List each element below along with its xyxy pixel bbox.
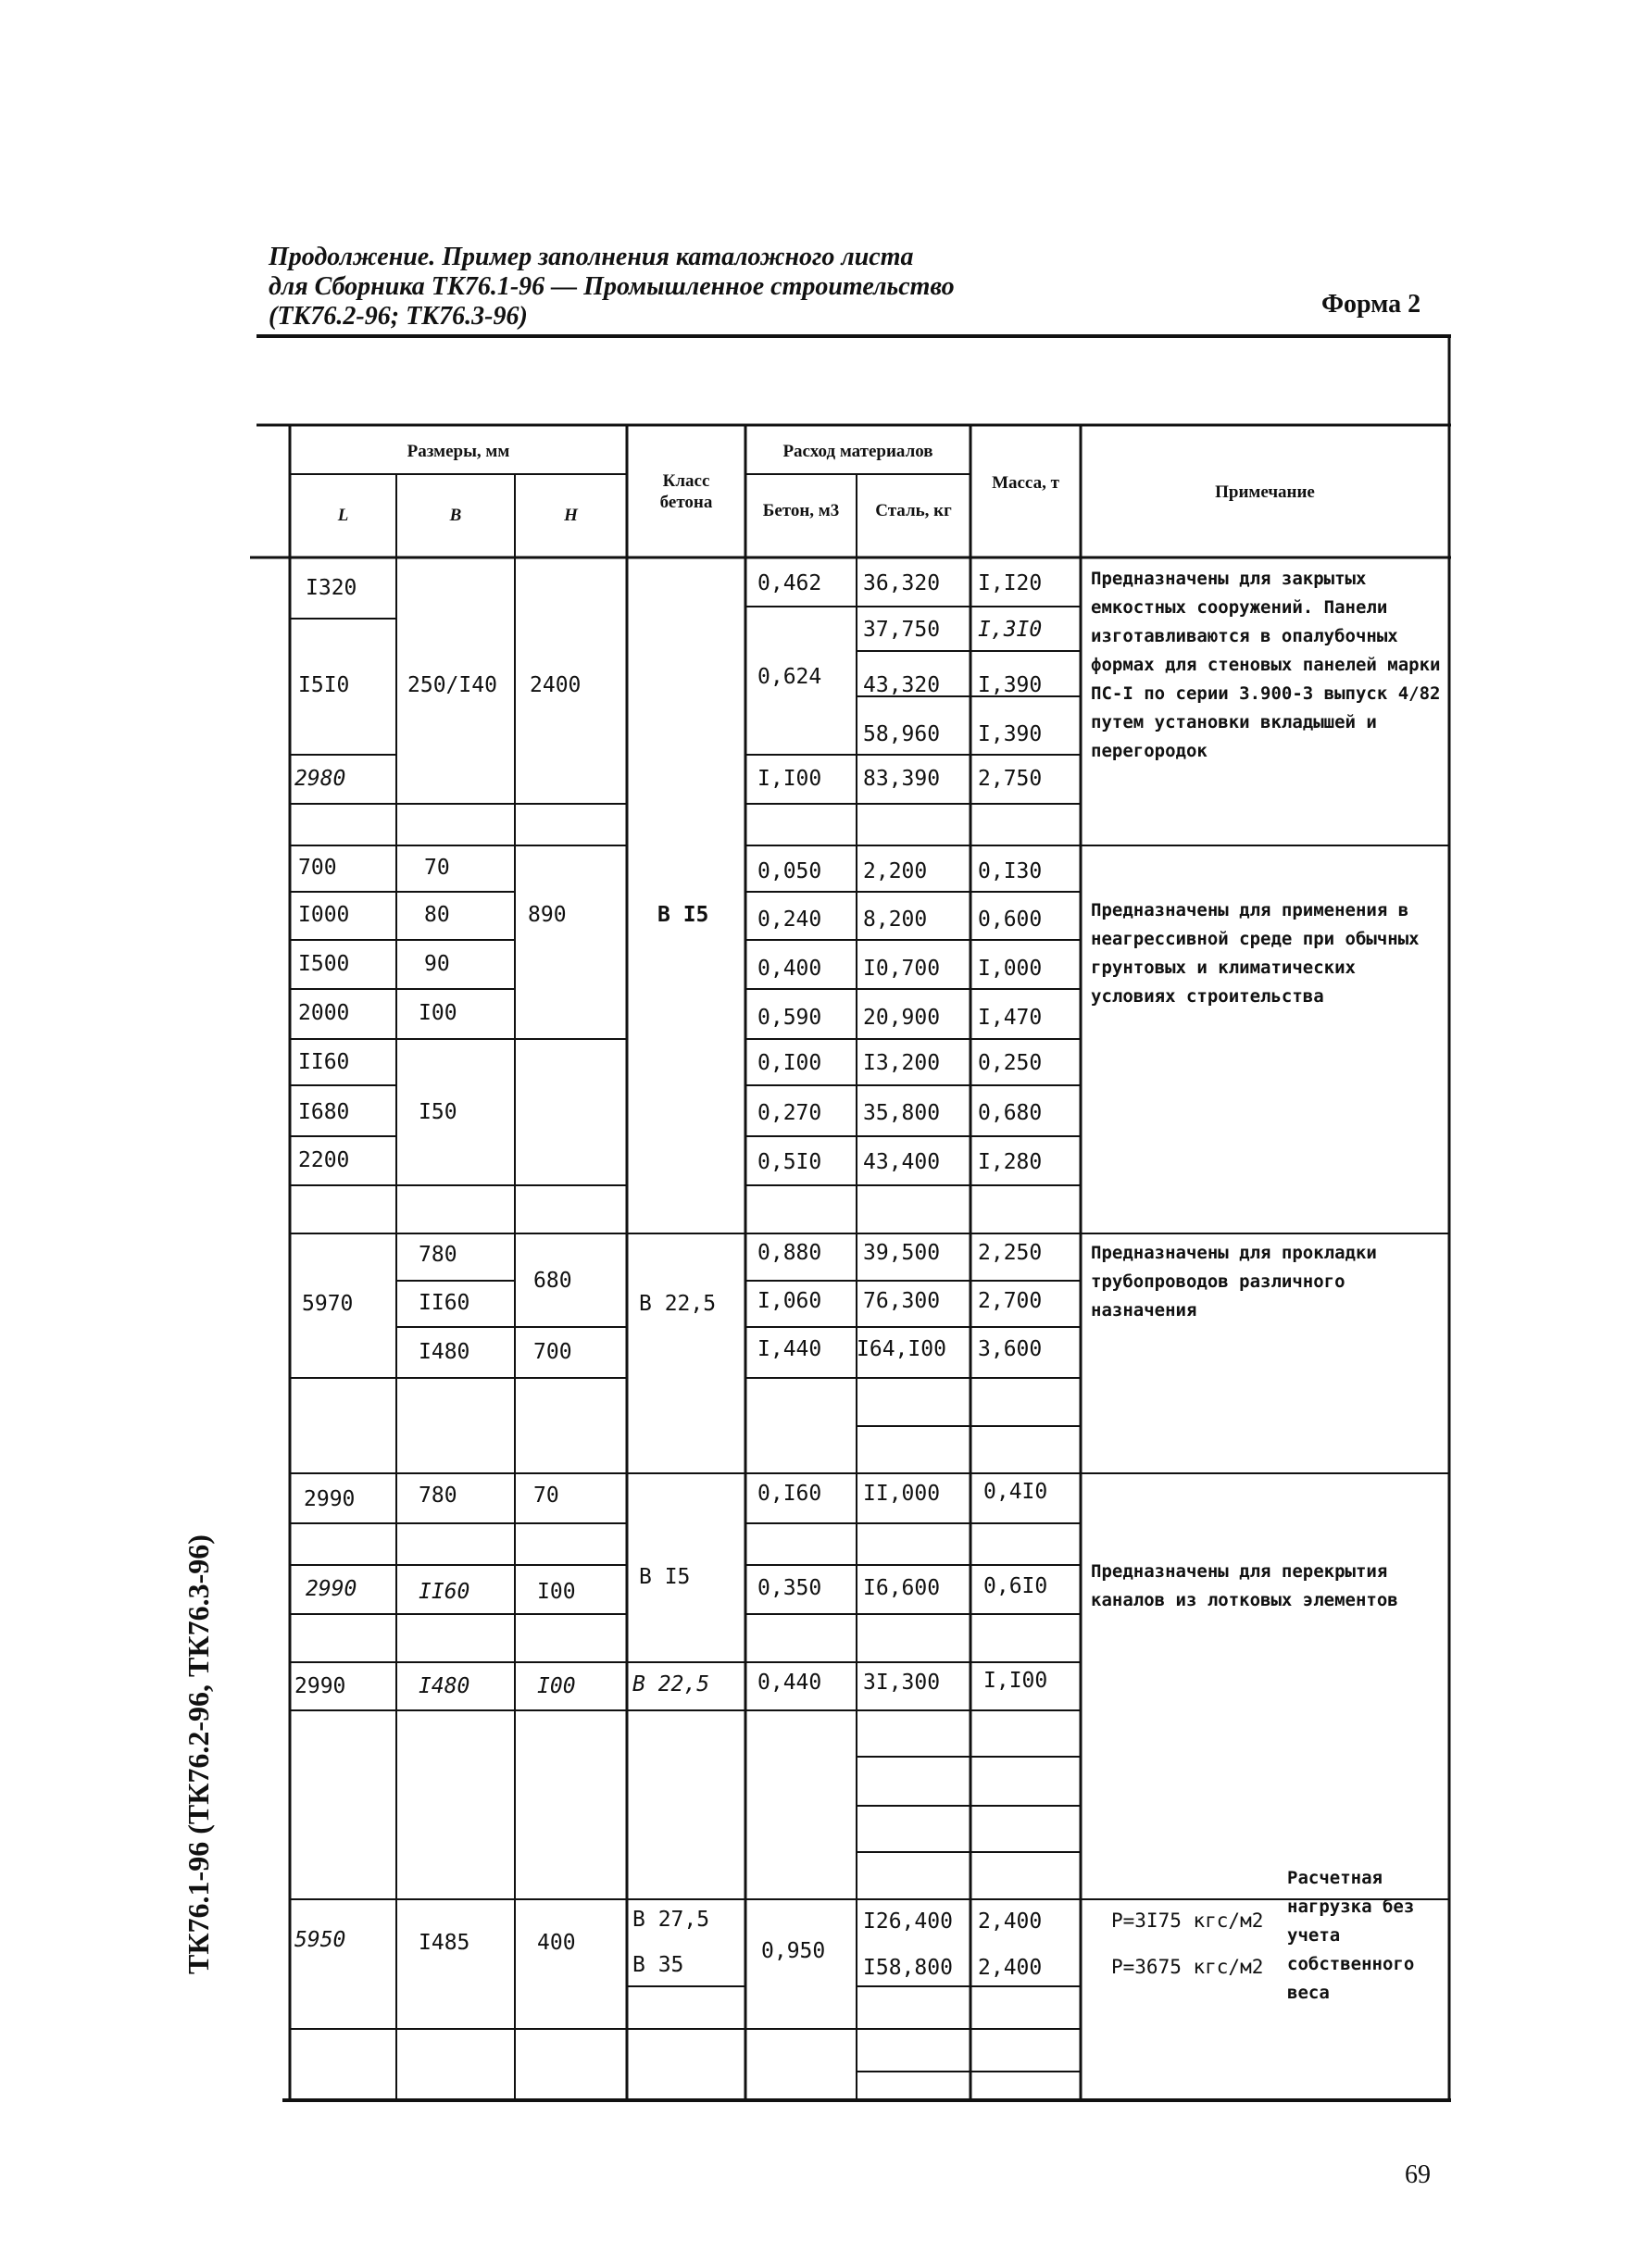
g2-st-6: 43,400 <box>863 1150 941 1174</box>
g3-B-2: I480 <box>419 1340 470 1364</box>
g2-st-4: I3,200 <box>863 1051 941 1075</box>
g2-con-2: 0,400 <box>757 957 822 981</box>
th-class: Класс бетона <box>659 471 713 512</box>
g4-r2-H: I00 <box>537 1580 576 1604</box>
g3-st-2: I64,I00 <box>857 1337 946 1361</box>
g2-note: Предназначены для применения в неагрессивной среде при обычных грунтовых и климатических условиях строительства <box>1091 900 1420 1007</box>
g4-r3-B: I480 <box>419 1674 470 1698</box>
g1-note: Предназначены для закрытых емкостных сооружений. Панели изготавливаются в опалубочных формах для стеновых панелей марки ПС-I по серии 3.900-3 выпуск 4/82 путем установки вкладышей и перегородок <box>1091 569 1441 761</box>
g2-st-3: 20,900 <box>863 1006 941 1030</box>
th-L: L <box>337 506 349 525</box>
g2-m-4: 0,250 <box>978 1051 1043 1075</box>
g1-con1: 0,462 <box>757 571 822 595</box>
header-line-1: Продолжение. Пример заполнения каталожного листа <box>269 243 914 271</box>
th-B: B <box>449 506 462 525</box>
g5-H: 400 <box>537 1931 576 1955</box>
g1-st2: 37,750 <box>863 618 941 642</box>
g1-L1: I320 <box>306 576 357 600</box>
g5-p2: Р=3675 кгс/м2 <box>1111 1956 1264 1978</box>
g2-con-6: 0,5I0 <box>757 1150 822 1174</box>
g2-m-2: I,000 <box>978 957 1043 981</box>
g1-B: 250/I40 <box>407 673 497 697</box>
th-materials: Расход материалов <box>782 442 933 461</box>
g1-m4: I,390 <box>978 722 1043 746</box>
g3-m-1: 2,700 <box>978 1289 1043 1313</box>
g2-st-5: 35,800 <box>863 1101 941 1125</box>
g2-st-2: I0,700 <box>863 957 941 981</box>
g1-H: 2400 <box>530 673 582 697</box>
g5-st1: I26,400 <box>863 1909 953 1934</box>
g4-r3-L: 2990 <box>294 1674 346 1698</box>
g4-r1-L: 2990 <box>304 1487 356 1511</box>
g3-m-2: 3,600 <box>978 1337 1043 1361</box>
g3-st-1: 76,300 <box>863 1289 941 1313</box>
g3-con-0: 0,880 <box>757 1241 822 1265</box>
th-concrete: Бетон, м3 <box>762 501 840 520</box>
g5-m1: 2,400 <box>978 1909 1043 1934</box>
g4-r3-m: I,I00 <box>983 1669 1048 1693</box>
g3-con-2: I,440 <box>757 1337 822 1361</box>
g1-st4: 58,960 <box>863 722 941 746</box>
g2-m-3: I,470 <box>978 1006 1043 1030</box>
g2-L-3: 2000 <box>298 1001 350 1025</box>
th-note: Примечание <box>1215 482 1315 502</box>
g3-B-0: 780 <box>419 1243 457 1267</box>
g4-r1-con: 0,I60 <box>757 1482 822 1506</box>
g4-r1-H: 70 <box>533 1484 559 1508</box>
g1-m2: I,3I0 <box>978 618 1043 642</box>
g3-L: 5970 <box>302 1292 354 1316</box>
g1-L2: I5I0 <box>298 673 350 697</box>
g2-B-2: 90 <box>424 952 450 976</box>
g1-con2: 0,624 <box>757 665 822 689</box>
g1-m1: I,I20 <box>978 571 1043 595</box>
g5-class1: В 27,5 <box>632 1908 710 1932</box>
g1-m3: I,390 <box>978 673 1043 697</box>
th-dims: Размеры, мм <box>407 442 510 461</box>
g3-class: В 22,5 <box>639 1292 717 1316</box>
g2-L-1: I000 <box>298 903 350 927</box>
g4-r2-m: 0,6I0 <box>983 1574 1048 1598</box>
g2-m-5: 0,680 <box>978 1101 1043 1125</box>
th-steel: Сталь, кг <box>875 501 952 520</box>
g4-note: Предназначены для перекрытия каналов из лотковых элементов <box>1091 1561 1398 1610</box>
g3-st-0: 39,500 <box>863 1241 941 1265</box>
g3-con-1: I,060 <box>757 1289 822 1313</box>
g1-con3: I,I00 <box>757 767 822 791</box>
g2-L-2: I500 <box>298 952 350 976</box>
g2-st-0: 2,200 <box>863 859 928 883</box>
g4-r3-con: 0,440 <box>757 1671 822 1695</box>
g4-r2-L: 2990 <box>306 1577 357 1601</box>
g4-r1-m: 0,4I0 <box>983 1480 1048 1504</box>
header-line-2: для Сборника ТК76.1-96 — Промышленное строительство <box>269 272 955 301</box>
g4-r3-class: В 22,5 <box>632 1672 710 1696</box>
g4-r1-st: II,000 <box>863 1482 941 1506</box>
g3-H-1: 700 <box>533 1340 572 1364</box>
page-number: 69 <box>1405 2160 1431 2189</box>
g1-L3: 2980 <box>294 767 346 791</box>
g3-m-0: 2,250 <box>978 1241 1043 1265</box>
g2-m-0: 0,I30 <box>978 859 1043 883</box>
g4-r2-con: 0,350 <box>757 1576 822 1600</box>
g2-L-6: 2200 <box>298 1148 350 1172</box>
g2-con-5: 0,270 <box>757 1101 822 1125</box>
g5-note: Расчетная нагрузка без учета собственного веса <box>1287 1868 1415 2003</box>
g2-con-4: 0,I00 <box>757 1051 822 1075</box>
g5-p1: Р=3I75 кгс/м2 <box>1111 1909 1264 1932</box>
th-mass: Масса, т <box>992 473 1059 493</box>
g1-m5: 2,750 <box>978 767 1043 791</box>
g4-r3-st: 3I,300 <box>863 1671 941 1695</box>
g4-r2-B: II60 <box>419 1580 470 1604</box>
g2-m-1: 0,600 <box>978 908 1043 932</box>
g5-con: 0,950 <box>761 1939 826 1963</box>
header-line-3: (ТК76.2-96; ТК76.3-96) <box>269 302 528 331</box>
g2-con-0: 0,050 <box>757 859 822 883</box>
g3-note: Предназначены для прокладки трубопроводов различного назначения <box>1091 1243 1377 1321</box>
side-label: ТК76.1-96 (ТК76.2-96, ТК76.3-96) <box>181 1534 215 1974</box>
th-H: H <box>564 506 578 525</box>
g1-st5: 83,390 <box>863 767 941 791</box>
g2-st-1: 8,200 <box>863 908 928 932</box>
g2-L-0: 700 <box>298 856 337 880</box>
g2-m-6: I,280 <box>978 1150 1043 1174</box>
g2-B-3: I00 <box>419 1001 457 1025</box>
g5-m2: 2,400 <box>978 1956 1043 1980</box>
form-label: Форма 2 <box>1321 290 1421 319</box>
g2-B-4: I50 <box>419 1100 457 1124</box>
g4-r1-B: 780 <box>419 1484 457 1508</box>
g3-B-1: II60 <box>419 1291 470 1315</box>
g3-H-0: 680 <box>533 1269 572 1293</box>
g1-st3: 43,320 <box>863 673 941 697</box>
g4-class: В I5 <box>639 1565 691 1589</box>
g2-H: 890 <box>528 903 567 927</box>
g2-L-5: I680 <box>298 1100 350 1124</box>
g5-st2: I58,800 <box>863 1956 953 1980</box>
g2-con-1: 0,240 <box>757 908 822 932</box>
g5-B: I485 <box>419 1931 470 1955</box>
g2-con-3: 0,590 <box>757 1006 822 1030</box>
g2-B-0: 70 <box>424 856 450 880</box>
class-main: В I5 <box>657 903 709 927</box>
g1-st1: 36,320 <box>863 571 941 595</box>
g2-L-4: II60 <box>298 1050 350 1074</box>
g5-L: 5950 <box>294 1928 346 1952</box>
g5-class2: В 35 <box>632 1953 684 1977</box>
g2-B-1: 80 <box>424 903 450 927</box>
g4-r2-st: I6,600 <box>863 1576 941 1600</box>
g4-r3-H: I00 <box>537 1674 576 1698</box>
